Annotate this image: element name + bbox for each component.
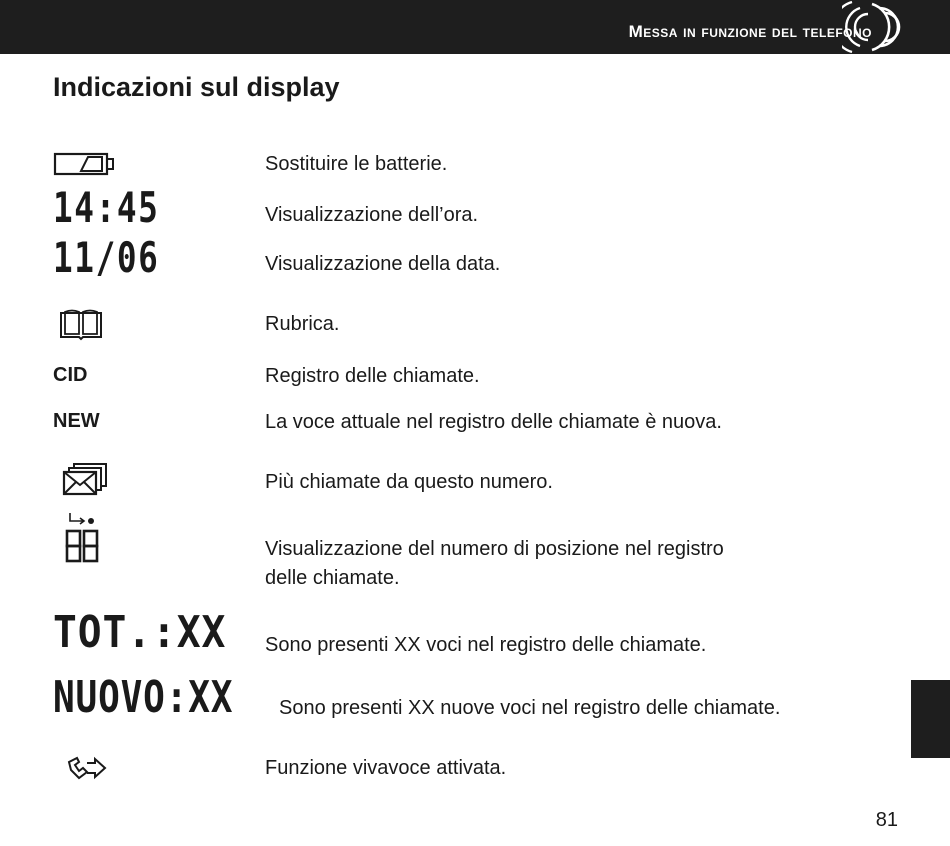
row-text-phonebook: Rubrica. <box>265 313 340 335</box>
sound-waves-logo-icon <box>842 0 904 54</box>
position-digits-icon <box>64 511 104 565</box>
row-text-battery: Sostituire le batterie. <box>265 153 448 175</box>
row-text-new-entries: Sono presenti XX nuove voci nel registro delle chiamate. <box>279 697 781 719</box>
clock-display: 14:45 <box>53 183 160 232</box>
row-text-cid: Registro delle chiamate. <box>265 365 480 387</box>
date-display: 11/06 <box>53 233 160 282</box>
page-number: 81 <box>875 809 898 831</box>
chapter-side-tab <box>911 680 950 758</box>
row-text-position-line2: delle chiamate. <box>265 567 400 589</box>
cid-label: CID <box>53 364 88 386</box>
row-text-clock: Visualizzazione dell’ora. <box>265 204 479 226</box>
row-text-envelopes: Più chiamate da questo numero. <box>265 471 553 493</box>
page-title: Indicazioni sul display <box>53 72 340 102</box>
phonebook-icon <box>58 309 104 341</box>
row-text-date: Visualizzazione della data. <box>265 253 501 275</box>
total-entries-display: TOT.:XX <box>53 607 227 658</box>
header-title: Messa in funzione del telefono <box>628 22 872 41</box>
header-bar <box>0 0 950 54</box>
row-text-position-line1: Visualizzazione del numero di posizione nel registro <box>265 538 724 560</box>
envelopes-icon <box>62 462 108 496</box>
row-text-handsfree: Funzione vivavoce attivata. <box>265 757 507 779</box>
row-text-new: La voce attuale nel registro delle chiamate è nuova. <box>265 411 722 433</box>
handsfree-icon <box>67 756 109 780</box>
new-entries-display: NUOVO:XX <box>53 672 234 723</box>
battery-icon <box>53 152 115 176</box>
row-text-total: Sono presenti XX voci nel registro delle chiamate. <box>265 634 707 656</box>
new-label: NEW <box>53 410 100 432</box>
